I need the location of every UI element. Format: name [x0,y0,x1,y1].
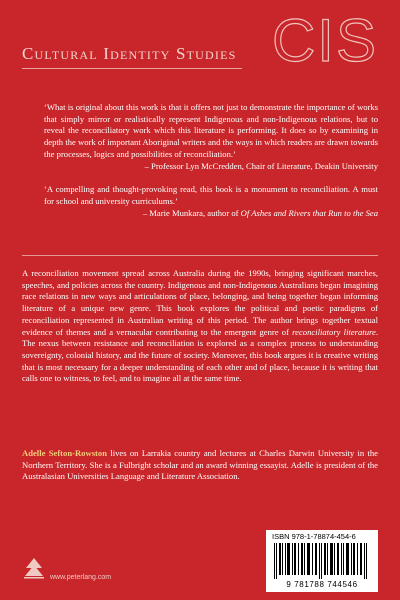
barcode [266,530,378,592]
endorsement-attribution [44,208,378,220]
attribution-prefix: – Marie Munkara, author of [142,207,241,218]
series-logo: CIS [271,7,378,74]
endorsement-quote: ‘What is original about this work is that it offers not just to demonstrate the importance of works that simply mirror or realistically represent Indigenous and non-Indigenous relations, but to reveal the reconciliatory work which this literature is performing. It does so by examining in depth the work of important Aboriginal writers and the ways in which readers are drawn towards the processes, logics and possibilities of reconciliation.’ [44,102,378,159]
blurb-italic-term: reconciliatory literature [292,326,376,337]
series-title: Cultural Identity Studies [22,44,237,63]
publisher-url[interactable]: www.peterlang.com [50,574,112,581]
author-bio-text: lives on Larrakia country and lectures at Charles Darwin University in the Northern Territory. She is a Fulbright scholar and an award winning essayist. Adelle is president of the Australasian Universities Language and Literature Association. [22,448,378,482]
endorsement-attribution: – Professor Lyn McCredden, Chair of Literature, Deakin University [144,160,378,171]
barcode-bars [274,543,370,579]
blurb-text: . The nexus between resistance and reconciliation is explored as a complex process to understanding sovereignty, colonial history, and the future of society. Moreover, this book argues it is creative writing that is most necessary for a deeper understanding of each other and of place, because it is writing that calls one to witness, to feel, and to imagine all at the same time. [22,326,378,384]
section-divider [22,255,378,256]
peter-lang-logo-icon [22,556,46,580]
book-blurb [22,268,378,385]
attribution-book-title: Of Ashes and Rivers that Run to the Sea [240,207,378,218]
author-name: Adelle Sefton-Rowston [22,448,107,458]
isbn-label: ISBN 978-1-78874-454-6 [272,532,356,541]
blurb-text: A reconciliation movement spread across Australia during the 1990s, bringing significant marches, speeches, and policies across the country. Indigenous and non-Indigenous Australians began imagining race relations in new ways and articulations of place, belonging, and being together began informing literature of a unique new genre. This book explores the political and poetic paradigms of reconciliation represented in Australian writing of this period. The author brings together textual evidence of themes and a vernacular contributing to the emergent genre of [22,268,378,337]
series-title-underline [22,68,242,69]
barcode-number: 9 781788 744546 [286,580,358,589]
endorsement-quote: ‘A compelling and thought-provoking read, this book is a monument to reconciliation. A must for school and university curriculums.’ [44,184,378,206]
author-bio [22,448,378,483]
endorsements [44,102,378,231]
